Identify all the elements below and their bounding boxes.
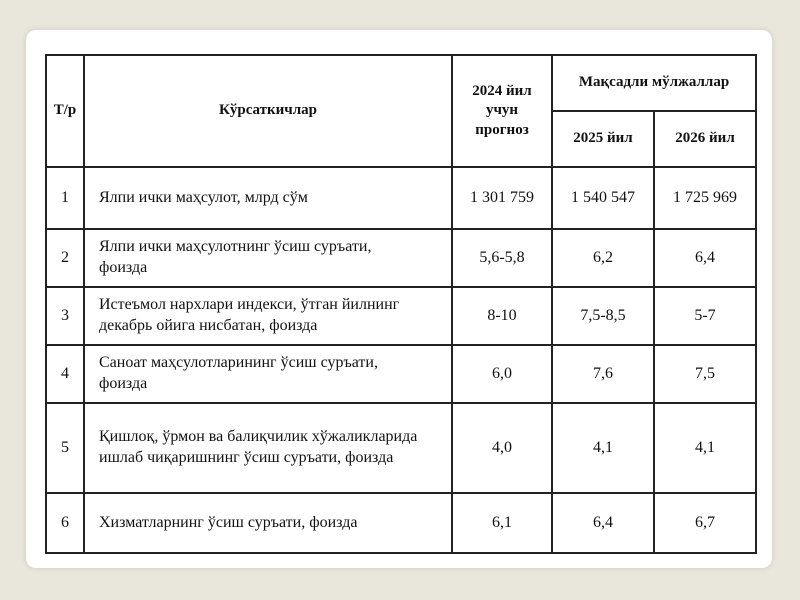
table-row: [46, 345, 756, 403]
value-2025: 6,2: [552, 229, 654, 287]
value-2024: 6,1: [452, 493, 552, 553]
header-forecast-2024: [452, 55, 552, 167]
row-label-line: Саноат маҳсулотларининг ўсиш суръати,: [99, 354, 378, 372]
table-row: [46, 229, 756, 287]
forecast-table: [45, 54, 757, 554]
row-index: 5: [46, 403, 84, 493]
value-2026: 7,5: [654, 345, 756, 403]
header-targets: Мақсадли мўлжаллар: [552, 55, 756, 111]
table-row: [46, 167, 756, 229]
row-label-line: Ялпи ички маҳсулотнинг ўсиш суръати,: [99, 238, 372, 256]
row-label-line: Хизматларнинг ўсиш суръати, фоизда: [99, 513, 358, 531]
row-label: [84, 493, 452, 553]
row-label: [84, 345, 452, 403]
value-2025: 1 540 547: [552, 167, 654, 229]
row-index: 2: [46, 229, 84, 287]
row-label-line: фоизда: [99, 375, 148, 392]
row-index: 6: [46, 493, 84, 553]
header-forecast-line-1: 2024 йил: [472, 82, 532, 99]
value-2025: 6,4: [552, 493, 654, 553]
value-2026: 5-7: [654, 287, 756, 345]
value-2026: 1 725 969: [654, 167, 756, 229]
row-label-line: Қишлоқ, ўрмон ва балиқчилик хўжаликларида: [99, 428, 418, 446]
value-2026: 6,7: [654, 493, 756, 553]
header-indicators: Кўрсаткичлар: [84, 55, 452, 167]
table-row: [46, 493, 756, 553]
row-label: [84, 287, 452, 345]
row-label-line: ишлаб чиқаришнинг ўсиш суръати, фоизда: [99, 449, 394, 466]
table-row: [46, 287, 756, 345]
value-2024: 1 301 759: [452, 167, 552, 229]
value-2026: 4,1: [654, 403, 756, 493]
header-forecast-line-3: прогноз: [475, 121, 529, 138]
row-label: [84, 403, 452, 493]
row-label-line: Истеъмол нархлари индекси, ўтган йилнинг: [99, 296, 400, 314]
value-2024: 4,0: [452, 403, 552, 493]
row-index: 1: [46, 167, 84, 229]
row-index: 4: [46, 345, 84, 403]
row-label: [84, 167, 452, 229]
value-2025: 7,5-8,5: [552, 287, 654, 345]
value-2024: 6,0: [452, 345, 552, 403]
row-index: 3: [46, 287, 84, 345]
row-label-line: Ялпи ички маҳсулот, млрд сўм: [99, 188, 308, 206]
header-forecast-line-2: учун: [485, 102, 519, 119]
header-2026: 2026 йил: [654, 111, 756, 167]
row-label-line: фоизда: [99, 259, 148, 276]
value-2025: 4,1: [552, 403, 654, 493]
value-2024: 5,6-5,8: [452, 229, 552, 287]
value-2024: 8-10: [452, 287, 552, 345]
value-2025: 7,6: [552, 345, 654, 403]
table-row: [46, 403, 756, 493]
header-index: Т/р: [46, 55, 84, 167]
value-2026: 6,4: [654, 229, 756, 287]
row-label-line: декабрь ойига нисбатан, фоизда: [99, 317, 318, 334]
header-2025: 2025 йил: [552, 111, 654, 167]
row-label: [84, 229, 452, 287]
